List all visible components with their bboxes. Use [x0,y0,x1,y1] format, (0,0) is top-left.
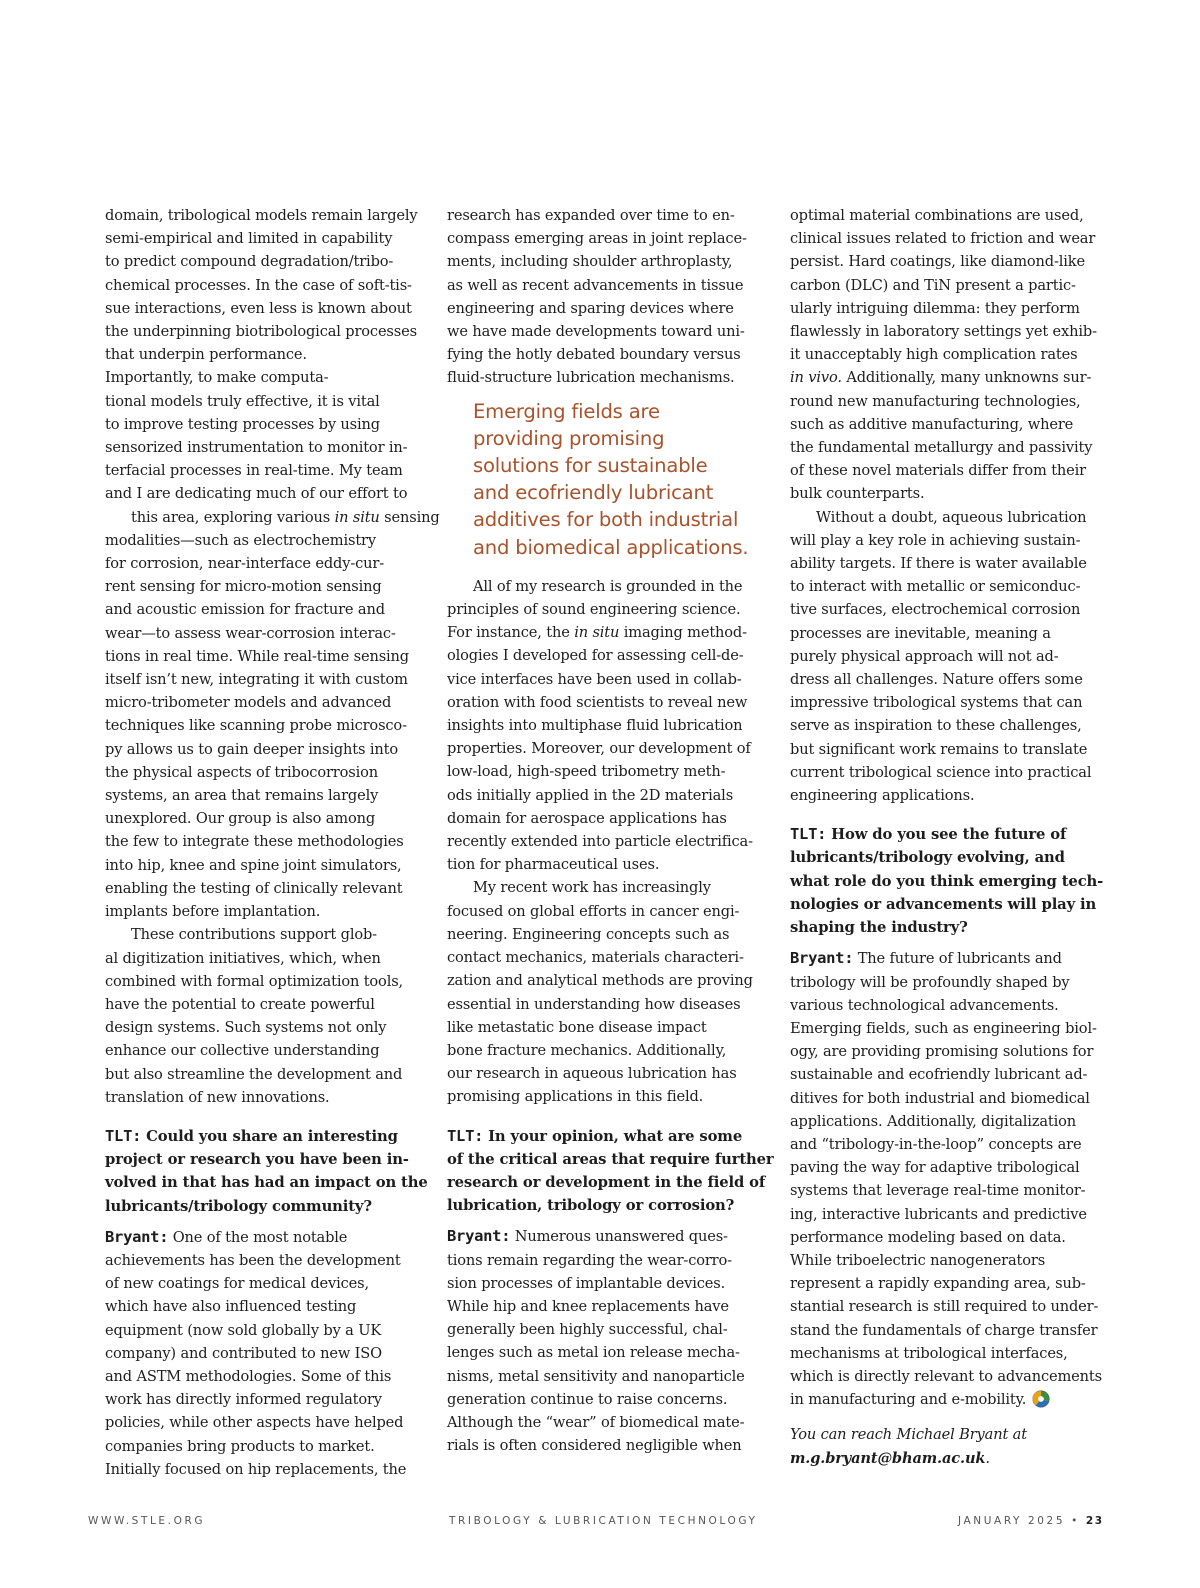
column-2 [447,204,774,1457]
text-line: solutions for sustainable [473,454,708,478]
footer-publication-title: TRIBOLOGY & LUBRICATION TECHNOLOGY [449,1515,758,1527]
text-line: current tribological science into practical [790,763,1092,781]
text-line: nologies or advancements will play in [790,895,1097,913]
text-line: techniques like scanning probe microsco- [105,717,407,735]
text-line: it unacceptably high complication rates [790,346,1078,364]
text-line: implants before implantation. [105,903,321,921]
text-line: zation and analytical methods are proving [447,972,753,990]
text-line: of new coatings for medical devices, [105,1275,369,1293]
text-line: mechanisms at tribological interfaces, [790,1344,1068,1362]
text-line: design systems. Such systems not only [105,1019,387,1037]
interview-question: TLT: How do you see the future of lubricants/tribology evolving, and what role do you think emerging tech- nologies or advancements will play in shaping the industry? [790,823,1102,939]
text-line: the physical aspects of tribocorrosion [105,763,378,781]
text-line: sustainable and ecofriendly lubricant ad- [790,1066,1088,1084]
text-line: of these novel materials differ from their [790,462,1086,480]
text-line: focused on global efforts in cancer engi- [447,902,740,920]
text-line: optimal material combinations are used, [790,207,1084,224]
text-line: ability targets. If there is water available [790,555,1087,573]
text-line: ditives for both industrial and biomedical [790,1089,1090,1107]
text-line: serve as inspiration to these challenges, [790,717,1082,735]
text-line: wear—to assess wear-corrosion interac- [105,624,396,642]
paragraph [447,876,759,1108]
text-line: domain, tribological models remain largely [105,207,418,224]
text-line: achievements has been the development [105,1251,401,1269]
text-line: py allows us to gain deeper insights into [105,740,398,758]
text-line: ods initially applied in the 2D materials [447,786,734,804]
text-line: essential in understanding how diseases [447,995,741,1013]
text-line: purely physical approach will not ad- [790,647,1059,665]
text-line: additives for both industrial [473,508,739,532]
text-line: tribology will be profoundly shaped by [790,973,1070,991]
text-line: will play a key role in achieving sustain- [790,531,1081,549]
interview-question: TLT: In your opinion, what are some of the critical areas that require further research or development in the field of lubrication, tribology or corrosion? [447,1125,759,1218]
text-line: rent sensing for micro-motion sensing [105,578,382,596]
text-line: tional models truly effective, it is vital [105,392,380,410]
page-number: 23 [1085,1515,1104,1527]
text-line: project or research you have been in- [105,1151,409,1169]
text-line: systems, an area that remains largely [105,787,379,805]
text-line: research has expanded over time to en- [447,207,735,224]
author-contact: You can reach Michael Bryant at m.g.bryant@bham.ac.uk. [790,1426,1027,1467]
text-line: neering. Engineering concepts such as [447,925,730,943]
text-line: tive surfaces, electrochemical corrosion [790,601,1081,619]
text-line: as well as recent advancements in tissue [447,276,744,294]
interview-answer: Bryant: One of the most notable achievements has been the development of new coatings for medical devices, which have also influenced testing equipment (now sold globally by a UK company) and contributed to new ISO and ASTM methodologies. Some of this work has directly informed regulatory policies, while other aspects have helped companies bring products to market. Initially focused on hip replacements, the [105,1226,417,1481]
text-line: which is directly relevant to advancements [790,1367,1102,1385]
text-line: the fundamental metallurgy and passivity [790,439,1093,457]
paragraph: While triboelectric nanogenerators represent a rapidly expanding area, sub- stantial research is still required to under- stand the fundamentals of charge transfer mechanisms at tribological interfaces, which is directly relevant to advancements in manufacturing and e-mobility. [790,1249,1102,1411]
text-line: but also streamline the development and [105,1065,403,1083]
text-line: promising applications in this field. [447,1088,704,1106]
email-link[interactable]: m.g.bryant@bham.ac.uk [790,1449,986,1467]
text-line: terfacial processes in real-time. My team [105,462,403,480]
text-line: and biomedical applications. [473,535,749,559]
text-line: Emerging fields, such as engineering biol- [790,1019,1097,1037]
text-line: into hip, knee and spine joint simulators, [105,856,402,874]
text-line: clinical issues related to friction and wear [790,230,1096,248]
text-line: providing promising [473,426,665,450]
text-line: vice interfaces have been used in collab- [447,670,742,688]
text-line: generally been highly successful, chal- [447,1321,728,1339]
text-line: impressive tribological systems that can [790,694,1083,712]
text-line: ologies I developed for assessing cell-de- [447,647,744,665]
text-line: performance modeling based on data. [790,1228,1066,1246]
text-line: stantial research is still required to under- [790,1298,1099,1316]
text-line: engineering applications. [790,787,975,805]
text-line: carbon (DLC) and TiN present a partic- [790,276,1076,294]
footer-date-page: JANUARY 2025 • 23 [958,1515,1104,1527]
text-line: ularly intriguing dilemma: they perform [790,299,1080,317]
text-line: ogy, are providing promising solutions for [790,1043,1094,1061]
text-line: tions remain regarding the wear-corro- [447,1251,732,1269]
text-line: translation of new innovations. [105,1088,330,1106]
text-line: modalities—such as electrochemistry [105,531,376,549]
text-line: ing, interactive lubricants and predictive [790,1205,1087,1223]
text-line: lenges such as metal ion release mecha- [447,1344,740,1362]
text-line: systems that leverage real-time monitor- [790,1182,1086,1200]
text-line: low-load, high-speed tribometry meth- [447,763,726,781]
column-3 [790,204,1102,1470]
text-line: shaping the industry? [790,919,968,937]
text-line: such as additive manufacturing, where [790,415,1074,433]
text-line: and ecofriendly lubricant [473,481,714,505]
text-line: our research in aqueous lubrication has [447,1065,737,1083]
text-line: semi-empirical and limited in capability [105,230,393,248]
text-line: various technological advancements. [790,996,1059,1014]
text-line: round new manufacturing technologies, [790,392,1081,410]
text-line: compass emerging areas in joint replace- [447,230,747,248]
text-line: al digitization initiatives, which, when [105,949,381,967]
text-line: nisms, metal sensitivity and nanoparticle [447,1367,745,1385]
text-line: processes are inevitable, meaning a [790,624,1051,642]
interview-answer: Bryant: The future of lubricants and tribology will be profoundly shaped by various technological advancements. Emerging fields, such as engineering biol- ogy, are providing promising solutions for sustainable and ecofriendly lubricant ad- ditives for both industrial and biomedical applications. Additionally, digitalization and “tribology-in-the-loop” concepts are paving the way for adaptive tribological systems that leverage real-time monitor- ing, interactive lubricants and predictive performance modeling based on data. [790,947,1102,1249]
text-line: we have made developments toward uni- [447,323,745,341]
text-line: that underpin performance. [105,346,307,364]
text-line: itself isn’t new, integrating it with custom [105,671,408,689]
text-line: engineering and sparing devices where [447,299,734,317]
interview-answer: Bryant: Numerous unanswered ques- tions remain regarding the wear-corro- sion processes of implantable devices. While hip and knee replacements have generally been highly successful, chal- lenges such as metal ion release mecha- nisms, metal sensitivity and nanoparticle generation continue to raise concerns. Although the “wear” of biomedical mate- rials is often considered negligible when [447,1225,759,1457]
text-line: paving the way for adaptive tribological [790,1159,1080,1177]
text-line: properties. Moreover, our development of [447,740,751,758]
text-line: Although the “wear” of biomedical mate- [447,1413,745,1431]
text-line: have the potential to create powerful [105,995,375,1013]
text-line: fluid-structure lubrication mechanisms. [447,369,735,387]
text-line: to improve testing processes by using [105,415,380,433]
text-line: research or development in the field of [447,1173,766,1191]
text-line: to predict compound degradation/tribo- [105,253,394,271]
text-line: enabling the testing of clinically relevant [105,879,403,897]
text-line: fying the hotly debated boundary versus [447,346,741,364]
text-line: unexplored. Our group is also among [105,810,376,828]
text-line: and acoustic emission for fracture and [105,601,385,619]
text-line: and “tribology-in-the-loop” concepts are [790,1135,1082,1153]
text-line: work has directly informed regulatory [105,1391,382,1409]
paragraph: Importantly, to make computa- tional models truly effective, it is vital to improve testing processes by using sensorized instrumentation to monitor in- terfacial processes in real-time. My team and I are dedicating much of our effort to this area, exploring various in situ sensing modalities—such as electrochemistry for corrosion, near-interface eddy-cur- rent sensing for micro-motion sensing and acoustic emission for fracture and wear—to assess wear-corrosion interac- tions in real time. While real-time sensing itself isn’t new, integrating it with custom micro-tribometer models and advanced techniques like scanning probe microsco- py allows us to gain deeper insights into the physical aspects of tribocorrosion systems, an area that remains largely unexplored. Our group is also among the few to integrate these methodologies into hip, knee and spine joint simulators, enabling the testing of clinically relevant implants before implantation. [105,366,417,923]
text-line: for corrosion, near-interface eddy-cur- [105,555,384,573]
text-line: While triboelectric nanogenerators [790,1251,1046,1269]
paragraph [105,923,417,1109]
text-line: Initially focused on hip replacements, the [105,1460,407,1478]
text-line: companies bring products to market. [105,1437,375,1455]
text-line: Importantly, to make computa- [105,369,329,387]
text-line: lubricants/tribology community? [105,1197,372,1215]
text-line: bone fracture mechanics. Additionally, [447,1041,727,1059]
text-line: oration with food scientists to reveal new [447,693,748,711]
text-line: of the critical areas that require further [447,1150,774,1168]
paragraph: All of my research is grounded in the principles of sound engineering science. For instance, the in situ imaging method- ologies I developed for assessing cell-de- vice interfaces have been used in collab- oration with food scientists to reveal new insights into multiphase fluid lubrication properties. Moreover, our development of low-load, high-speed tribometry meth- ods initially applied in the 2D materials domain for aerospace applications has recently extended into particle electrifica- tion for pharmaceutical uses. [447,575,759,877]
text-line: combined with formal optimization tools, [105,972,404,990]
text-line: represent a rapidly expanding area, sub- [790,1275,1086,1293]
text-line: Emerging fields are [473,399,660,423]
text-line: sion processes of implantable devices. [447,1274,726,1292]
text-line: like metastatic bone disease impact [447,1018,707,1036]
text-line: equipment (now sold globally by a UK [105,1321,382,1339]
text-line: and I are dedicating much of our effort to [105,485,408,503]
interview-question: TLT: Could you share an interesting project or research you have been in- volved in that has had an impact on the lubricants/tribology community? [105,1125,417,1218]
text-line: contact mechanics, materials characteri- [447,949,744,967]
text-line: stand the fundamentals of charge transfer [790,1321,1098,1339]
text-line: sensorized instrumentation to monitor in- [105,439,408,457]
text-line: enhance our collective understanding [105,1042,380,1060]
paragraph [447,204,759,390]
text-line: the few to integrate these methodologies [105,833,404,851]
pull-quote [473,398,759,561]
text-line: persist. Hard coatings, like diamond-like [790,253,1085,271]
text-line: tions in real time. While real-time sensing [105,647,409,665]
footer-website: WWW.STLE.ORG [88,1515,206,1527]
text-line: insights into multiphase fluid lubrication [447,717,743,735]
text-line: ments, including shoulder arthroplasty, [447,253,733,271]
text-line: sue interactions, even less is known about [105,299,412,317]
text-line: volved in that has had an impact on the [105,1174,428,1192]
text-line: recently extended into particle electrifica- [447,833,753,851]
text-line: generation continue to raise concerns. [447,1390,728,1408]
text-line: My recent work has increasingly [473,879,711,897]
stle-logo-icon [1032,1390,1050,1408]
paragraph: optimal material combinations are used, clinical issues related to friction and wear persist. Hard coatings, like diamond-like carbon (DLC) and TiN present a partic- ularly intriguing dilemma: they perform flawlessly in laboratory settings yet exhib- it unacceptably high complication rates in vivo. Additionally, many unknowns sur- round new manufacturing technologies, such as additive manufacturing, where the fundamental metallurgy and passivity of these novel materials differ from their bulk counterparts. [790,204,1102,506]
text-line: and ASTM methodologies. Some of this [105,1367,392,1385]
text-line: applications. Additionally, digitalization [790,1112,1077,1130]
text-line: lubricants/tribology evolving, and [790,849,1065,867]
paragraph [790,506,1102,808]
text-line: to interact with metallic or semiconduc- [790,578,1081,596]
text-line: micro-tribometer models and advanced [105,694,392,712]
text-line: policies, while other aspects have helped [105,1414,404,1432]
text-line: rials is often considered negligible when [447,1437,742,1455]
text-line: domain for aerospace applications has [447,809,727,827]
text-line: the underpinning biotribological processes [105,323,417,341]
paragraph [105,204,417,366]
text-line: bulk counterparts. [790,485,925,503]
text-line: dress all challenges. Nature offers some [790,671,1083,689]
text-line: Without a doubt, aqueous lubrication [816,508,1087,526]
text-line: company) and contributed to new ISO [105,1344,382,1362]
text-line: lubrication, tribology or corrosion? [447,1197,735,1215]
column-1 [105,204,440,1481]
text-line: tion for pharmaceutical uses. [447,856,660,874]
text-line: but significant work remains to translate [790,740,1088,758]
text-line: what role do you think emerging tech- [790,872,1104,890]
text-line: These contributions support glob- [131,926,377,944]
text-line: flawlessly in laboratory settings yet exhib- [790,323,1097,341]
text-line: While hip and knee replacements have [447,1297,729,1315]
text-line: which have also influenced testing [105,1298,357,1316]
text-line: chemical processes. In the case of soft-tis- [105,276,412,294]
